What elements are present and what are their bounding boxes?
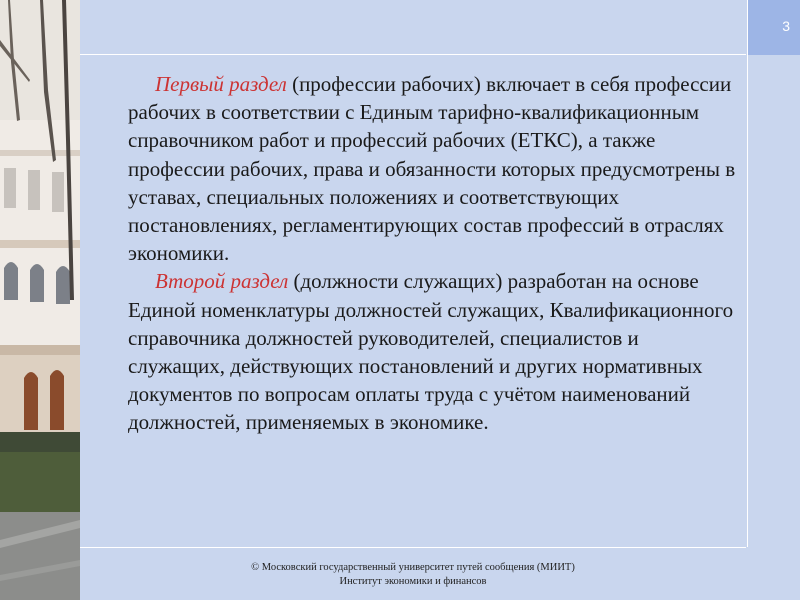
- footer: [80, 561, 746, 589]
- paragraph-first-section: [128, 70, 738, 267]
- paragraph-second-section: [128, 267, 738, 436]
- top-divider: [80, 54, 746, 55]
- body-text: [128, 70, 738, 437]
- building-photo-drawing: [0, 0, 80, 600]
- slide-number: 3: [782, 18, 790, 34]
- bottom-divider: [80, 547, 746, 548]
- second-section-heading: Второй раздел: [155, 269, 289, 294]
- footer-university: © Московский государственный университет путей сообщения (МИИТ): [251, 562, 575, 573]
- footer-institute: Институт экономики и финансов: [339, 576, 487, 587]
- building-photo: [0, 0, 80, 600]
- second-section-text: (должности служащих) разработан на основе Единой номенклатуры должностей служащих, Квалификационного справочника должностей руководителей, специалистов и служащих, действующих постановлений и других нормативных документов по вопросам оплаты труда с учётом наименований должностей, применяемых в экономике.: [128, 269, 734, 435]
- first-section-heading: Первый раздел: [155, 72, 287, 96]
- right-divider: [747, 55, 748, 547]
- first-section-text: (профессии рабочих) включает в себя профессии рабочих в соответствии с Единым тарифно-квалификационным справочником работ и профессий рабочих (ЕТКС), а также профессии рабочих, права и обязанности которых предусмотрены в уставах, специальных положениях и соответствующих постановлениях, регламентирующих состав профессий в отраслях экономики.: [128, 72, 736, 266]
